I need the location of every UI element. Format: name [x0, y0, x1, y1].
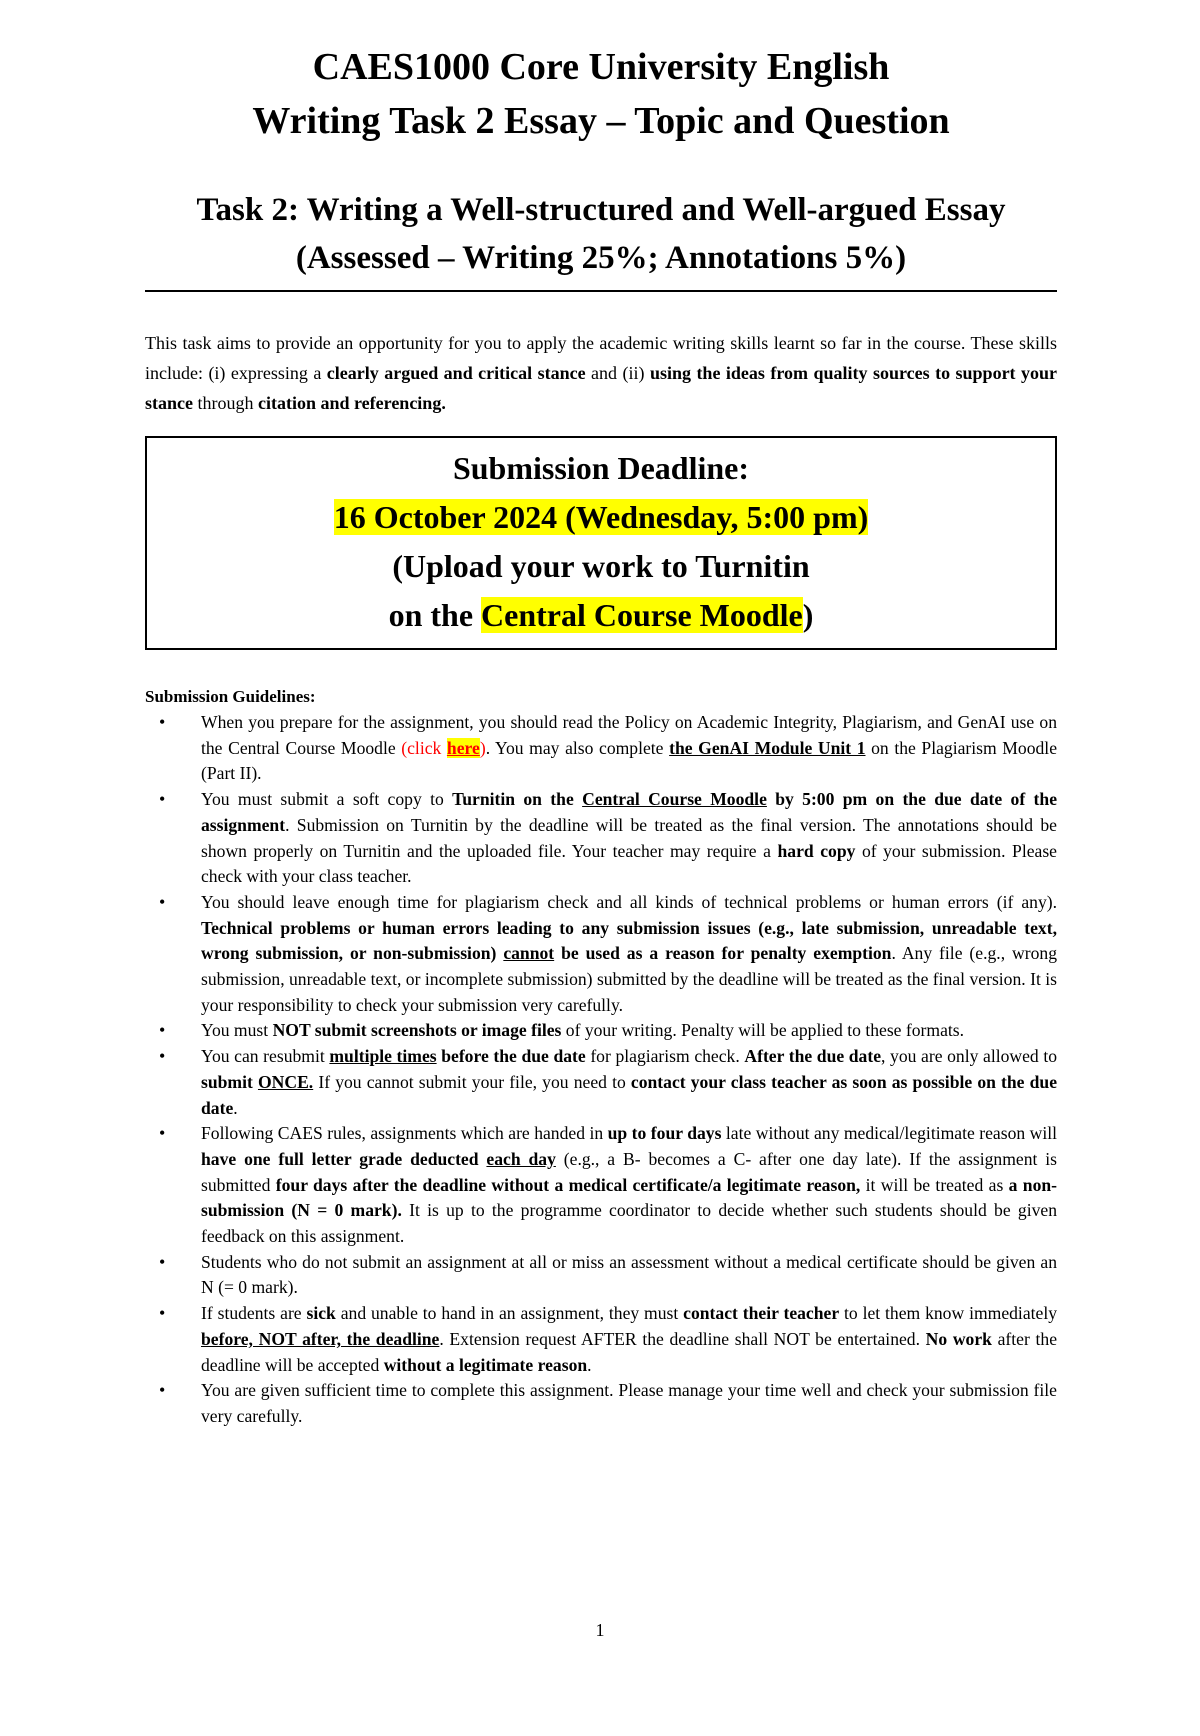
guideline-bold-underline: before, NOT after, the deadline	[201, 1328, 440, 1349]
guideline-text: . You may also complete	[485, 737, 670, 758]
guideline-text: on the Plagiarism Moodle (Part II).	[201, 737, 1057, 784]
course-title: CAES1000 Core University English	[312, 46, 890, 88]
guideline-bold: hard copy	[777, 840, 856, 861]
guideline-bold-underline: each day	[486, 1148, 556, 1169]
guideline-text: You must submit a soft copy to	[201, 789, 453, 810]
heading-divider	[145, 290, 1057, 292]
title-block	[145, 40, 1057, 282]
guideline-bold: Turnitin on the	[452, 789, 583, 810]
guideline-text: You are given sufficient time to complete this assignment. Please manage your time well and check your submission file very carefully.	[201, 1380, 1057, 1426]
guideline-text: of your submission. Please check with your class teacher.	[201, 840, 1057, 887]
guideline-item	[201, 787, 1057, 890]
guideline-text: (e.g., a B- becomes a C- after one day late). If the assignment is submitted	[201, 1148, 1058, 1195]
guideline-text: .	[233, 1097, 238, 1118]
intro-bold: citation and referencing.	[258, 393, 446, 413]
policy-here-link[interactable]: here	[446, 737, 480, 758]
guideline-text: It is up to the programme coordinator to decide whether such students should be given feedback on this assignment.	[201, 1200, 1057, 1247]
guideline-bold: Technical problems or human errors leading to any submission issues (e.g., late submission, unreadable text, wrong submission, or non-submission)	[201, 917, 1057, 964]
upload-instruction-prefix: on the	[388, 597, 482, 633]
guideline-bold: have one full letter grade deducted	[201, 1148, 487, 1169]
guideline-bold: No work	[925, 1328, 992, 1349]
guideline-bold: be used as a reason for penalty exemption	[554, 943, 892, 964]
guideline-bold-underline: ONCE.	[257, 1071, 314, 1092]
document-page	[0, 40, 1200, 1736]
guideline-text: You can resubmit	[201, 1046, 330, 1067]
click-text: (click	[401, 737, 447, 758]
task-heading: Task 2: Writing a Well-structured and Well-argued Essay	[196, 192, 1006, 228]
guideline-item	[201, 1301, 1057, 1378]
guideline-bold: a non-submission (N = 0 mark).	[201, 1174, 1058, 1221]
guideline-item	[201, 890, 1057, 1019]
guideline-bold: After the due date	[744, 1046, 882, 1067]
intro-paragraph	[145, 328, 1057, 418]
assessment-weighting: (Assessed – Writing 25%; Annotations 5%)	[295, 240, 907, 276]
guideline-bold: submit	[201, 1071, 258, 1092]
submission-deadline-box	[145, 436, 1057, 650]
guideline-bold-underline: cannot	[503, 943, 555, 964]
guideline-text: Students who do not submit an assignment at all or miss an assessment without a medical certificate should be given an N (= 0 mark).	[201, 1251, 1057, 1298]
guideline-bold-underline: multiple times	[329, 1046, 437, 1067]
guideline-item	[201, 1018, 1057, 1044]
guideline-text: of your writing. Penalty will be applied to these formats.	[561, 1020, 965, 1041]
intro-text: This task aims to provide an opportunity for you to apply the academic writing skills learnt so far in the course. These skills include: (i) expressing a	[145, 333, 1057, 383]
document-subtitle: Writing Task 2 Essay – Topic and Question	[252, 100, 950, 142]
genai-module-reference: the GenAI Module Unit 1	[669, 737, 866, 758]
guideline-bold: four days after the deadline without a medical certificate/a legitimate reason,	[275, 1174, 861, 1195]
guideline-text: and unable to hand in an assignment, they must	[335, 1303, 684, 1324]
guideline-text: late without any medical/legitimate reason will	[721, 1123, 1058, 1144]
guideline-text: You should leave enough time for plagiarism check and all kinds of technical problems or human errors (if any).	[201, 891, 1057, 912]
deadline-label: Submission Deadline:	[452, 450, 750, 486]
intro-text: and (ii)	[585, 363, 650, 383]
guideline-text: to let them know immediately	[839, 1303, 1058, 1324]
guideline-text: Following CAES rules, assignments which are handed in	[201, 1123, 608, 1144]
guideline-bold: sick	[306, 1303, 336, 1324]
guideline-text: , you are only allowed to	[881, 1046, 1058, 1067]
guideline-text: it will be treated as	[860, 1174, 1009, 1195]
guideline-text: If you cannot submit your file, you need to	[313, 1071, 631, 1092]
guideline-text: . Extension request AFTER the deadline shall NOT be entertained.	[439, 1328, 926, 1349]
guidelines-list	[145, 710, 1057, 1430]
upload-instruction: (Upload your work to Turnitin	[392, 548, 810, 584]
intro-bold: using the ideas from quality sources to support your stance	[145, 363, 1058, 413]
guideline-text: You must	[201, 1020, 273, 1041]
guideline-bold: without a legitimate reason	[383, 1354, 588, 1375]
guideline-item	[201, 1044, 1057, 1121]
upload-instruction-suffix: )	[802, 597, 814, 633]
click-text-close: )	[479, 737, 486, 758]
guideline-text: for plagiarism check.	[585, 1046, 745, 1067]
guideline-item	[201, 1250, 1057, 1301]
guideline-bold-underline: Central Course Moodle	[582, 789, 767, 810]
guideline-text: . Any file (e.g., wrong submission, unreadable text, or incomplete submission) submitted by the deadline will be treated as the final version. It is your responsibility to check your submission very carefully.	[201, 943, 1057, 1015]
guideline-text: When you prepare for the assignment, you should read the Policy on Academic Integrity, Plagiarism, and GenAI use on the Central Course Moodle	[201, 712, 1057, 758]
page-number: 1	[595, 1620, 605, 1640]
guideline-text: . Submission on Turnitin by the deadline will be treated as the final version. The annotations should be shown properly on Turnitin and the uploaded file. Your teacher may require a	[201, 814, 1057, 861]
guideline-item	[201, 1121, 1057, 1250]
intro-bold: clearly argued and critical stance	[326, 363, 586, 383]
guideline-bold: before the due date	[436, 1046, 586, 1067]
guideline-bold: up to four days	[607, 1123, 722, 1144]
guideline-text: If students are	[201, 1303, 307, 1324]
central-course-moodle: Central Course Moodle	[481, 597, 803, 633]
guideline-text: .	[587, 1354, 592, 1375]
guideline-bold: NOT submit screenshots or image files	[272, 1020, 562, 1041]
guidelines-heading: Submission Guidelines:	[145, 687, 316, 706]
deadline-date: 16 October 2024 (Wednesday, 5:00 pm)	[333, 499, 869, 535]
guideline-bold: by 5:00 pm on the due date of the assignment	[201, 789, 1057, 835]
guideline-item	[201, 1378, 1057, 1429]
guideline-item	[201, 710, 1057, 787]
guideline-bold: contact your class teacher as soon as possible on the due date	[201, 1071, 1058, 1118]
intro-text: through	[193, 393, 258, 413]
guideline-text: after the deadline will be accepted	[201, 1328, 1058, 1375]
guideline-bold: contact their teacher	[683, 1303, 840, 1324]
